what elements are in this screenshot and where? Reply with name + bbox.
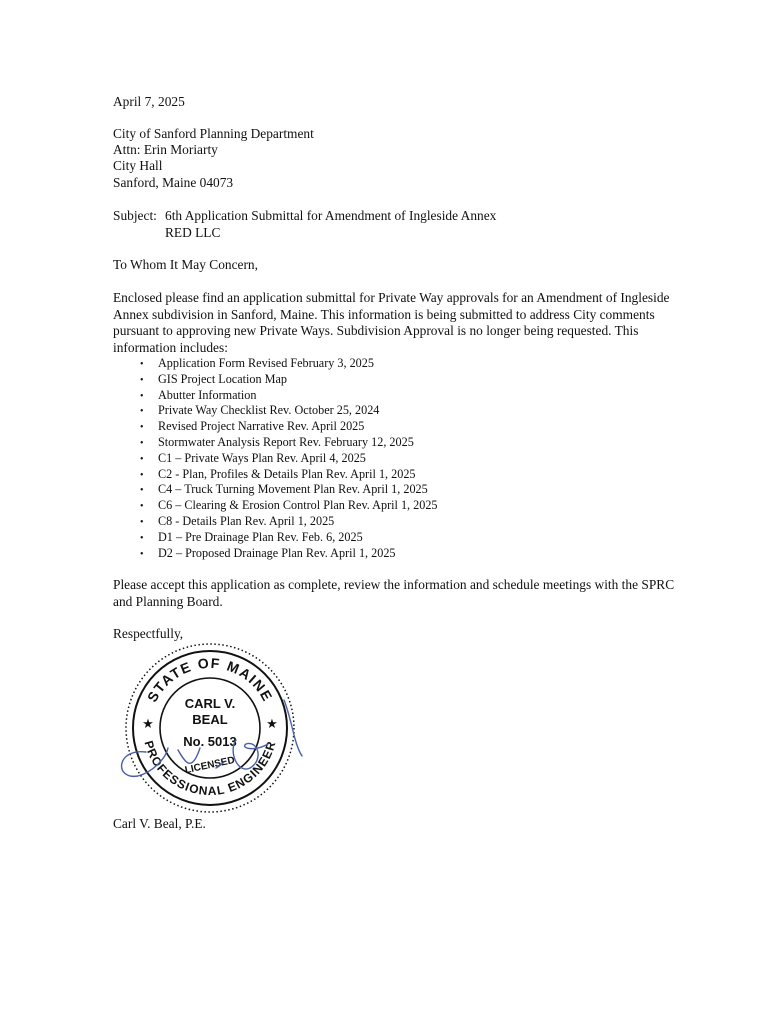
bullet-icon: •: [140, 485, 144, 497]
bullet-icon: •: [140, 548, 144, 560]
subject-line-1: 6th Application Submittal for Amendment of Ingleside Annex: [165, 208, 497, 223]
engineer-seal: [108, 640, 313, 815]
seal-star-left: ★: [142, 716, 154, 731]
recipient-line-4: Sanford, Maine 04073: [113, 175, 234, 190]
enclosure-item-text: Revised Project Narrative Rev. April 2025: [158, 419, 365, 434]
letter-date: April 7, 2025: [113, 94, 185, 109]
enclosure-item: [140, 467, 438, 483]
enclosure-list: [140, 356, 438, 561]
bullet-icon: •: [140, 406, 144, 418]
seal-star-right: ★: [266, 716, 278, 731]
enclosure-item: [140, 372, 438, 388]
closing-paragraph: Please accept this application as complete, review the information and schedule meetings with the SPRC and Planning Board.: [113, 577, 675, 609]
enclosure-item: [140, 451, 438, 467]
enclosure-item-text: C6 – Clearing & Erosion Control Plan Rev. April 1, 2025: [158, 498, 438, 513]
subject-line-2: RED LLC: [165, 225, 221, 240]
enclosure-item: [140, 530, 438, 546]
seal-name-line-2: BEAL: [192, 712, 228, 727]
subject-label: Subject:: [113, 208, 157, 223]
enclosure-item: [140, 403, 438, 419]
enclosure-item: [140, 546, 438, 562]
signatory-name: Carl V. Beal, P.E.: [113, 816, 206, 831]
enclosure-item: [140, 498, 438, 514]
enclosure-item: [140, 435, 438, 451]
enclosure-item-text: Application Form Revised February 3, 2025: [158, 356, 374, 370]
enclosure-item-text: Stormwater Analysis Report Rev. February 12, 2025: [158, 434, 414, 449]
bullet-icon: •: [140, 422, 144, 434]
enclosure-item-text: C8 - Details Plan Rev. April 1, 2025: [158, 513, 335, 528]
enclosure-item: [140, 419, 438, 435]
bullet-icon: •: [140, 532, 144, 544]
enclosure-item-text: D2 – Proposed Drainage Plan Rev. April 1, 2025: [158, 545, 396, 560]
enclosure-item-text: Abutter Information: [158, 387, 257, 402]
recipient-line-2: Attn: Erin Moriarty: [113, 142, 218, 157]
enclosure-item: [140, 482, 438, 498]
seal-licensed: LICENSED: [184, 754, 236, 777]
seal-name-line-1: CARL V.: [184, 696, 236, 711]
bullet-icon: •: [140, 359, 144, 370]
enclosure-item-text: Private Way Checklist Rev. October 25, 2024: [158, 403, 380, 418]
seal-top-arc-text: STATE OF MAINE: [143, 654, 277, 705]
seal-number: No. 5013: [183, 734, 237, 749]
bullet-icon: •: [140, 374, 144, 386]
enclosure-item-text: C4 – Truck Turning Movement Plan Rev. April 1, 2025: [158, 482, 428, 497]
bullet-icon: •: [140, 469, 144, 481]
enclosure-item: [140, 356, 438, 372]
bullet-icon: •: [140, 390, 144, 402]
enclosure-item: [140, 388, 438, 404]
enclosure-item-text: GIS Project Location Map: [158, 371, 287, 386]
seal-outer-ring: [133, 651, 287, 805]
enclosure-item-text: C2 - Plan, Profiles & Details Plan Rev. April 1, 2025: [158, 466, 416, 481]
bullet-icon: •: [140, 516, 144, 528]
recipient-line-3: City Hall: [113, 158, 163, 173]
bullet-icon: •: [140, 501, 144, 513]
salutation: To Whom It May Concern,: [113, 257, 258, 272]
enclosure-item: [140, 514, 438, 530]
seal-bottom-arc-text: PROFESSIONAL ENGINEER: [141, 739, 279, 799]
closing: Respectfully,: [113, 626, 184, 641]
bullet-icon: •: [140, 453, 144, 465]
recipient-line-1: City of Sanford Planning Department: [113, 126, 314, 141]
body-paragraph: Enclosed please find an application submittal for Private Way approvals for an Amendment of Ingleside Annex subdivision in Sanford, Maine. This information is being submitted to address City comments pursuant to approving new Private Ways. Subdivision Approval is no longer being requested. This information includes:: [113, 290, 670, 355]
enclosure-item-text: C1 – Private Ways Plan Rev. April 4, 2025: [158, 450, 366, 465]
enclosure-item-text: D1 – Pre Drainage Plan Rev. Feb. 6, 2025: [158, 529, 363, 544]
bullet-icon: •: [140, 437, 144, 449]
